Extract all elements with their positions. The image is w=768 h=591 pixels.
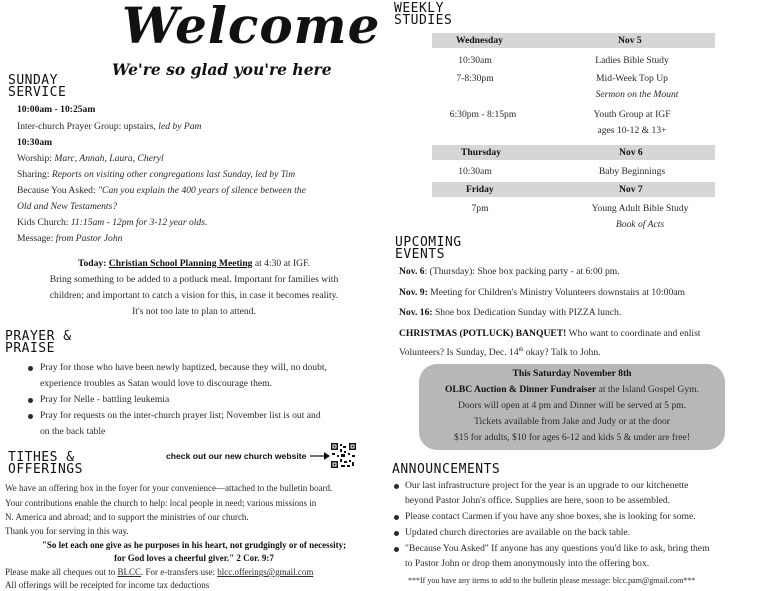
fri-row-1-sub: Book of Acts xyxy=(615,219,665,230)
bulletin-footer-note: ***If you have any items to add to the bulletin please message: blcc.pam@gmail.com*** xyxy=(408,576,696,585)
banquet-sup: th xyxy=(518,347,524,353)
event-nov-9 xyxy=(399,287,685,299)
thursday-day: Thursday xyxy=(461,147,501,158)
message-text: from Pastor John xyxy=(55,233,123,244)
announcement-4-line-2: to Pastor John or drop them anonymously into the offering box. xyxy=(405,558,650,569)
fri-row-1-event: Young Adult Bible Study xyxy=(591,203,689,214)
thu-row-1-time: 10:30am xyxy=(458,166,492,177)
saturday-line-2-rest: at the Island Gospel Gym. xyxy=(596,384,700,395)
announcements-heading: ANNOUNCEMENTS xyxy=(392,462,501,477)
prayer-item-3-line-1: Pray for requests on the inter-church prayer list; November list is out and xyxy=(40,410,321,421)
because-question-1: "Can you explain the 400 years of silence between the xyxy=(98,185,306,196)
announcement-2: Please contact Carmen if you have any shoe boxes, she is looking for some. xyxy=(405,511,696,522)
saturday-fundraiser-title: OLBC Auction & Dinner Fundraiser xyxy=(444,384,597,395)
tithes-heading-line2: OFFERINGS xyxy=(8,462,83,477)
saturday-fundraiser-box xyxy=(419,364,725,450)
welcome-title: Welcome xyxy=(122,0,381,55)
prayer-group-line xyxy=(17,121,201,133)
message-label: Message: xyxy=(17,233,56,244)
website-label[interactable]: check out our new church website xyxy=(166,451,307,461)
sunday-heading-line2: SERVICE xyxy=(8,85,67,100)
cheques-payee: BLCC xyxy=(117,567,141,577)
planning-line-2: Bring something to be added to a potluck meal. Important for families with xyxy=(49,274,339,285)
worship-label: Worship: xyxy=(17,153,55,164)
wed-row-2-time: 7-8:30pm xyxy=(456,73,494,84)
upcoming-heading-line2: EVENTS xyxy=(395,247,445,262)
saturday-line-5: $15 for adults, $10 for ages 6-12 and kids 5 & under are free! xyxy=(453,432,691,443)
verse-line-2: for God loves a cheerful giver." 2 Cor. 9:7 xyxy=(114,553,274,563)
announcement-3: Updated church directories are available on the back table. xyxy=(405,527,631,538)
prayer-bullet xyxy=(28,366,33,371)
cheques-line xyxy=(5,566,313,578)
wednesday-header-bar xyxy=(432,33,715,48)
cheques-mid: . For e-transfers use: xyxy=(140,567,218,577)
upcoming-heading-line1: UPCOMING xyxy=(395,235,462,250)
event-nov-9-date: Nov. 9: xyxy=(399,287,428,298)
receipt-line: All offerings will be receipted for income tax deductions xyxy=(5,580,210,590)
announcement-1-line-2: beyond Pastor John's office. Supplies are here, soon to be assembled. xyxy=(405,495,671,506)
sunday-time-2: 10:30am xyxy=(17,137,53,148)
announcement-bullet xyxy=(394,484,399,489)
prayer-heading-line1: PRAYER & xyxy=(5,329,72,344)
worship-line xyxy=(17,153,164,165)
fri-row-1-time: 7pm xyxy=(471,203,489,214)
tithes-line-3: N. America and abroad; and to support the ministries of our church. xyxy=(5,512,249,522)
arrow-right-icon xyxy=(310,451,330,461)
tithes-heading-line1: TITHES & xyxy=(8,450,75,465)
weekly-heading-line2: STUDIES xyxy=(394,13,453,28)
weekly-heading-line1: WEEKLY xyxy=(394,1,444,16)
welcome-subtitle: We're so glad you're here xyxy=(112,60,332,79)
kids-line xyxy=(17,217,207,229)
banquet-line-2-text: Volunteers? Is Sunday, Dec. 14 xyxy=(399,347,519,359)
wed-row-1-event: Ladies Bible Study xyxy=(595,55,669,66)
tithes-line-1: We have an offering box in the foyer for your convenience—attached to the bulletin board. xyxy=(5,483,333,493)
thursday-header-bar xyxy=(432,145,715,160)
wed-row-2-event: Mid-Week Top Up xyxy=(596,73,668,84)
tithes-line-2: Your contributions enable the church to help: local people in need; various missions in xyxy=(5,498,317,508)
thu-row-1-event: Baby Beginnings xyxy=(598,166,666,177)
prayer-group-text: Inter-church Prayer Group: upstairs, xyxy=(17,121,159,132)
announcement-4-line-1: "Because You Asked" If anyone has any questions you'd like to ask, bring them xyxy=(405,543,710,554)
worship-names: Marc, Annah, Laura, Cheryl xyxy=(54,153,164,164)
saturday-line-1: This Saturday November 8th xyxy=(512,368,632,379)
offerings-email-link[interactable]: blcc.offerings@gmail.com xyxy=(217,567,314,577)
wed-row-3-sub: ages 10-12 & 13+ xyxy=(597,125,667,136)
prayer-bullet xyxy=(28,414,33,419)
announcement-1-line-1: Our last infrastructure project for the year is an upgrade to our kitchenette xyxy=(405,480,689,491)
today-label: Today: xyxy=(77,258,109,269)
message-line xyxy=(17,233,122,245)
because-label: Because You Asked: xyxy=(17,185,99,196)
kids-text: 11:15am - 12pm for 3-12 year olds. xyxy=(70,217,208,228)
banquet-line-2-end: okay? Talk to John. xyxy=(523,347,601,359)
banquet-line-2 xyxy=(399,344,601,359)
qr-code-icon[interactable] xyxy=(331,443,356,468)
event-nov-6 xyxy=(399,266,620,278)
prayer-group-led: led by Pam xyxy=(158,121,202,132)
event-nov-16-date: Nov. 16: xyxy=(399,307,433,318)
saturday-line-4: Tickets available from Jake and Judy or at the door xyxy=(473,416,670,427)
planning-line-3: children; and important to catch a vision for this, in case it becomes reality. xyxy=(49,290,339,301)
planning-line-1 xyxy=(0,258,388,270)
sharing-label: Sharing: xyxy=(17,169,52,180)
wed-row-3-time: 6:30pm - 8:15pm xyxy=(449,109,517,120)
planning-meeting-title: Christian School Planning Meeting xyxy=(108,258,253,269)
wed-row-1-time: 10:30am xyxy=(458,55,492,66)
kids-label: Kids Church: xyxy=(17,217,71,228)
tithes-line-4: Thank you for serving in this way. xyxy=(5,526,129,536)
thursday-date: Nov 6 xyxy=(619,147,643,158)
friday-day: Friday xyxy=(466,184,494,195)
banquet-line-1 xyxy=(399,328,700,340)
event-nov-16 xyxy=(399,307,621,319)
event-nov-9-text: Meeting for Children's Ministry Volunteers downstairs at 10:00am xyxy=(427,287,685,298)
prayer-bullet xyxy=(28,398,33,403)
event-nov-16-text: Shoe box Dedication Sunday with PIZZA lunch. xyxy=(432,307,622,318)
sunday-heading-line1: SUNDAY xyxy=(8,73,58,88)
event-nov-6-text: : (Thursday): Shoe box packing party - at 6:00 pm. xyxy=(424,266,620,277)
announcement-bullet xyxy=(394,531,399,536)
sharing-text: Reports on visiting other congregations last Sunday, led by Tim xyxy=(51,169,296,180)
cheques-prefix: Please make all cheques out to xyxy=(5,567,118,577)
wednesday-day: Wednesday xyxy=(456,35,503,46)
because-question-2: Old and New Testaments? xyxy=(17,201,118,212)
saturday-line-3: Doors will open at 4 pm and Dinner will be served at 5 pm. xyxy=(457,400,687,411)
wed-row-2-sub: Sermon on the Mount xyxy=(595,89,679,100)
banquet-title: CHRISTMAS (POTLUCK) BANQUET! xyxy=(399,328,567,339)
wednesday-date: Nov 5 xyxy=(618,35,642,46)
planning-line-4: It's not too late to plan to attend. xyxy=(132,306,256,317)
sharing-line xyxy=(17,169,295,181)
prayer-item-1-line-2: experience troubles as Satan would love to discourage them. xyxy=(40,378,273,389)
event-nov-6-date: Nov. 6 xyxy=(399,266,425,277)
saturday-line-2 xyxy=(419,384,725,396)
prayer-heading-line2: PRAISE xyxy=(5,341,55,356)
wed-row-3-event: Youth Group at IGF xyxy=(593,109,671,120)
announcement-bullet xyxy=(394,547,399,552)
announcement-bullet xyxy=(394,515,399,520)
friday-header-bar xyxy=(432,182,715,197)
prayer-item-3-line-2: on the back table xyxy=(40,426,106,437)
friday-date: Nov 7 xyxy=(619,184,643,195)
verse-line-1: "So let each one give as he purposes in his heart, not grudgingly or of necessity; xyxy=(41,540,347,550)
planning-meeting-time: at 4:30 at IGF. xyxy=(252,258,311,269)
because-line-1 xyxy=(17,185,306,197)
prayer-item-1-line-1: Pray for those who have been newly baptized, because they will, no doubt, xyxy=(40,362,327,373)
sunday-time-1: 10:00am - 10:25am xyxy=(17,104,96,115)
banquet-text: Who want to coordinate and enlist xyxy=(566,328,701,339)
prayer-item-2: Pray for Nelle - battling leukemia xyxy=(40,394,170,405)
